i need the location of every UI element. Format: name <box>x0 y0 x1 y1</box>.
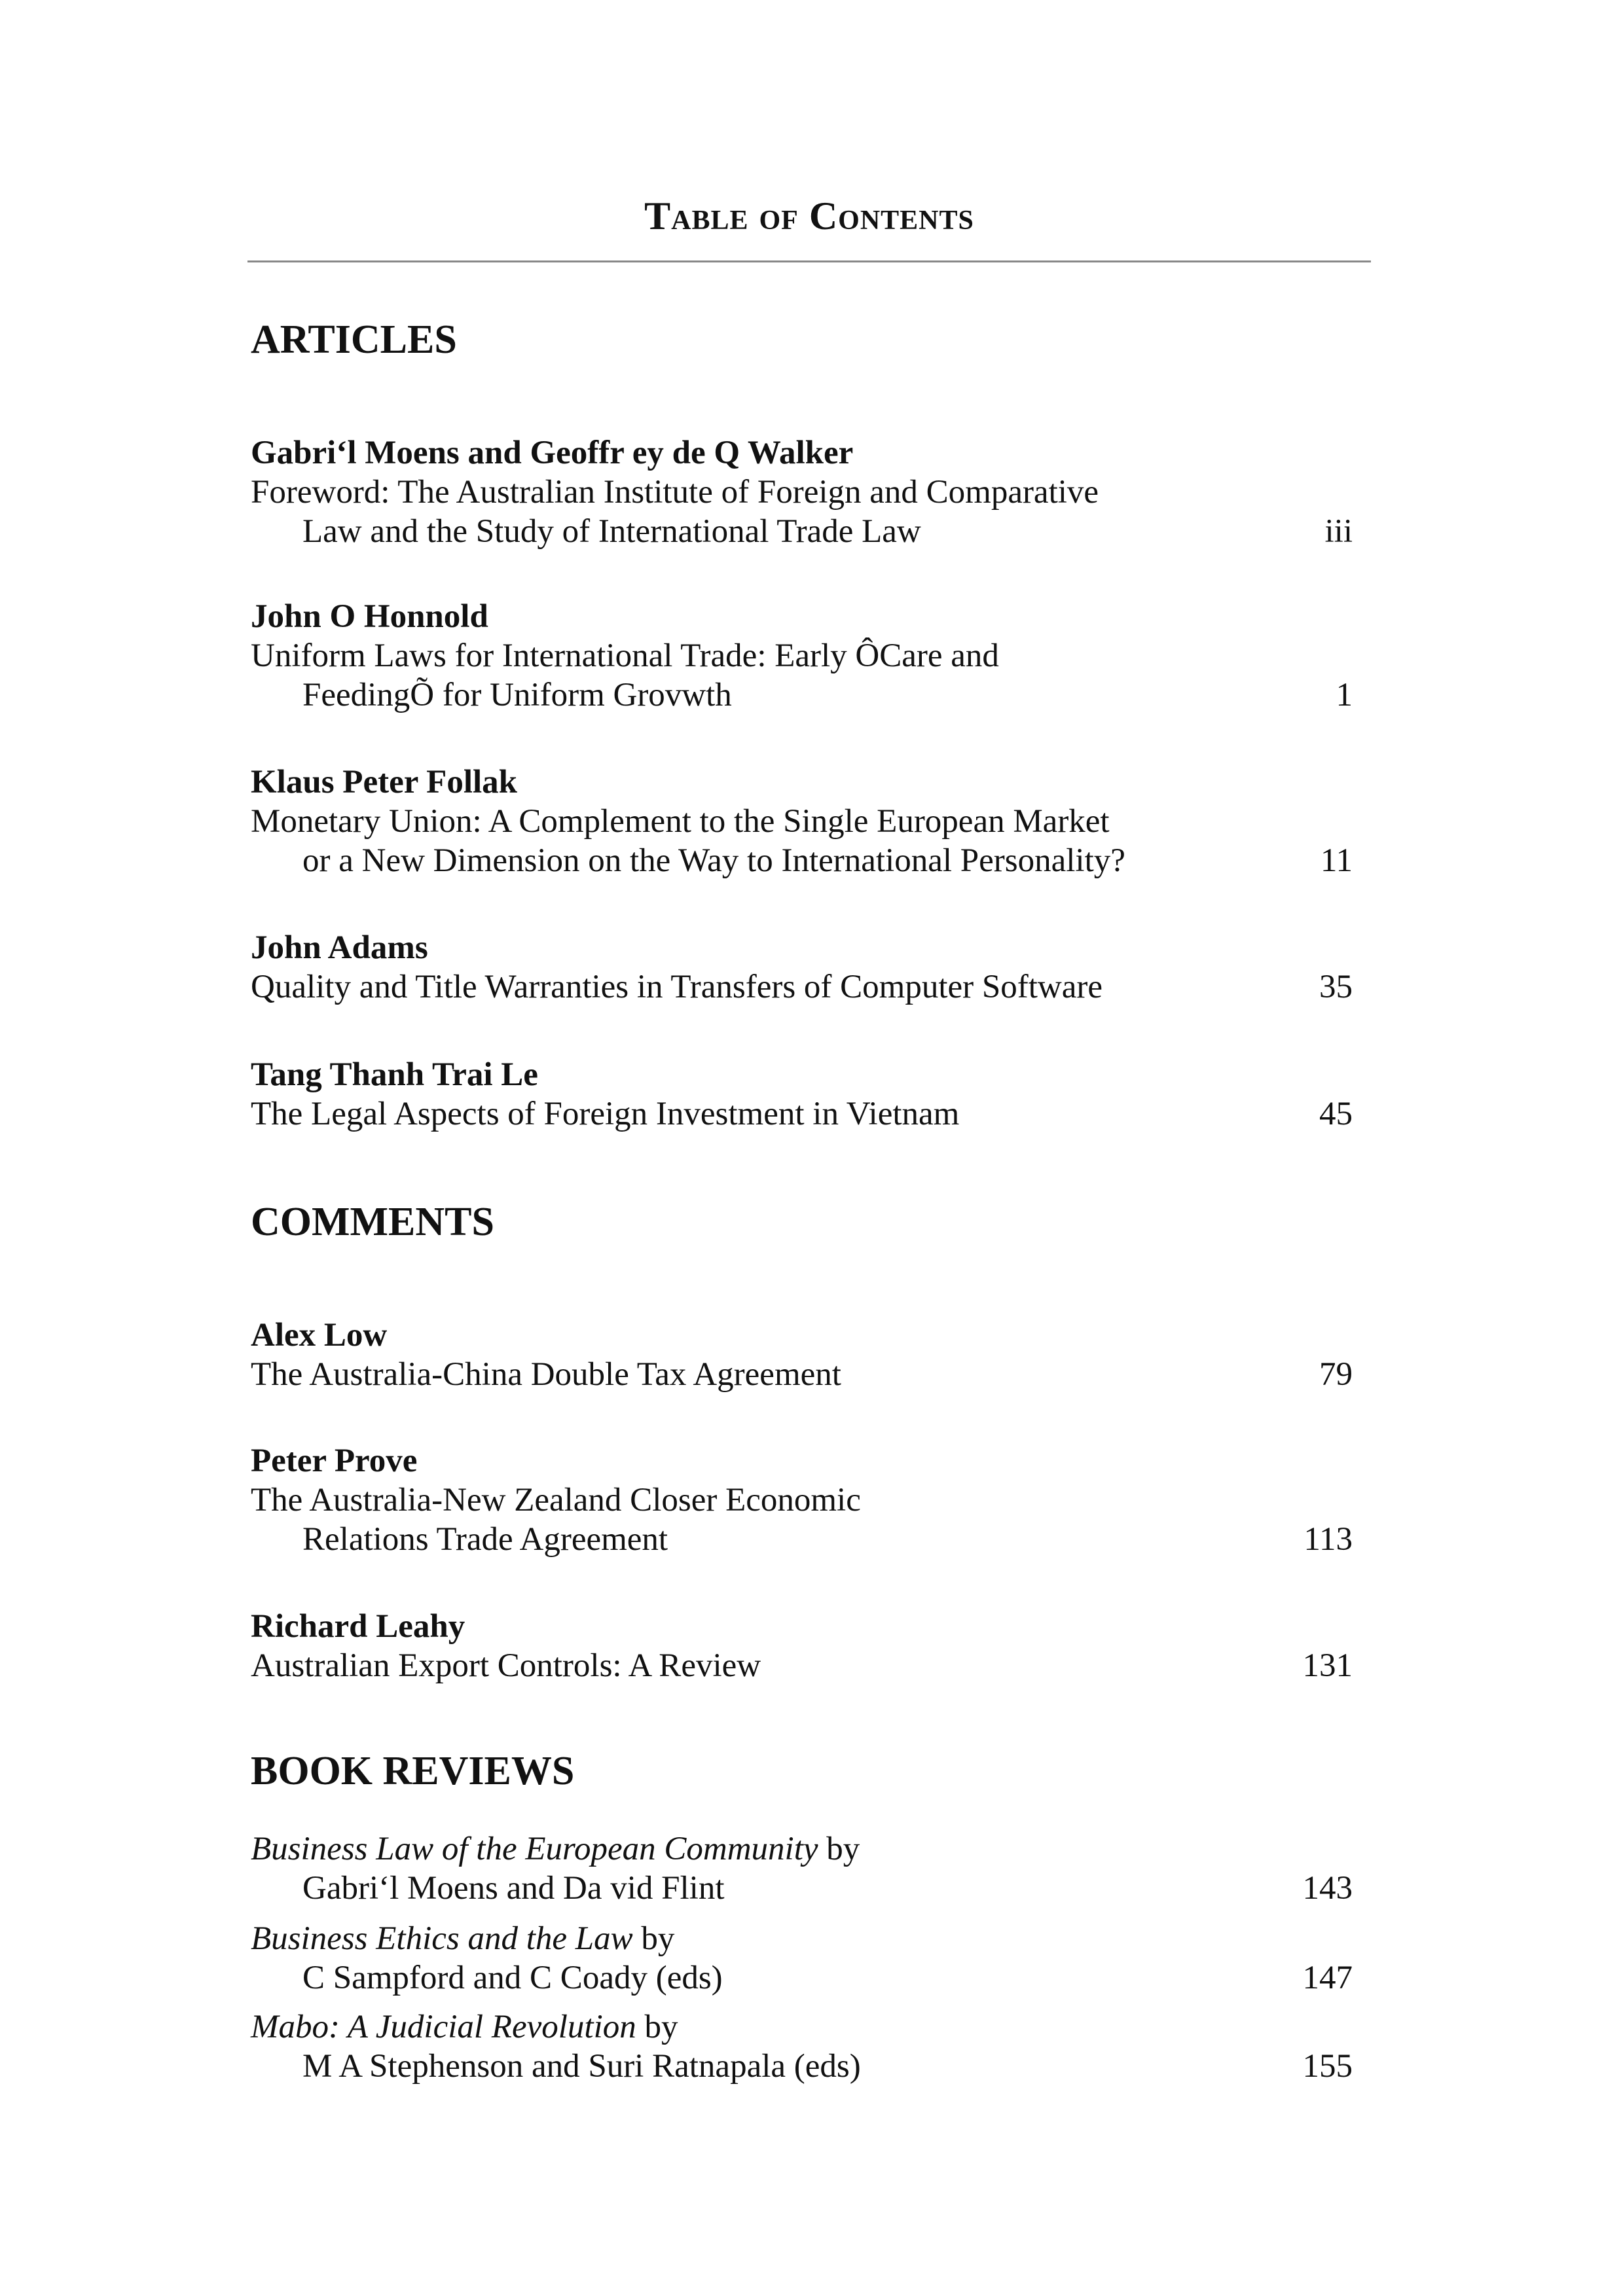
article-title-line: Quality and Title Warranties in Transfers of Computer Software <box>251 969 1103 1005</box>
article-title-line: Uniform Laws for International Trade: Early ÔCare and <box>251 637 999 674</box>
book-review-title-line <box>251 1919 674 1958</box>
comment-author: Richard Leahy <box>251 1608 465 1645</box>
book-review-title-line <box>251 2007 678 2047</box>
book-review-authors: Gabri‘l Moens and Da vid Flint <box>302 1870 725 1907</box>
section-heading-comments: COMMENTS <box>251 1200 494 1244</box>
comment-author: Peter Prove <box>251 1443 418 1479</box>
by-word: by <box>632 1920 675 1957</box>
page-number: 1 <box>1336 677 1353 713</box>
article-title-line: or a New Dimension on the Way to International Personality? <box>302 842 1125 879</box>
comment-title-line: The Australia-China Double Tax Agreement <box>251 1356 841 1393</box>
by-word: by <box>818 1831 860 1867</box>
page-number: 11 <box>1320 842 1353 879</box>
book-review-authors: C Sampford and C Coady (eds) <box>302 1960 723 1996</box>
article-author: Tang Thanh Trai Le <box>251 1056 538 1093</box>
article-author: Gabri‘l Moens and Geoffr ey de Q Walker <box>251 435 854 471</box>
page-number: 147 <box>1302 1960 1353 1996</box>
article-title-line: Law and the Study of International Trade Law <box>302 513 921 550</box>
page-number: 155 <box>1302 2048 1353 2085</box>
page-number: 131 <box>1302 1647 1353 1684</box>
page-number: 79 <box>1319 1356 1353 1393</box>
article-author: Klaus Peter Follak <box>251 764 518 800</box>
comment-title-line: Relations Trade Agreement <box>302 1521 668 1558</box>
book-review-authors: M A Stephenson and Suri Ratnapala (eds) <box>302 2048 861 2085</box>
article-title-line: Monetary Union: A Complement to the Single European Market <box>251 803 1110 840</box>
book-title: Business Ethics and the Law <box>251 1920 633 1957</box>
comment-title-line: Australian Export Controls: A Review <box>251 1647 761 1684</box>
page-number: 113 <box>1304 1521 1353 1558</box>
comment-title-line: The Australia-New Zealand Closer Economic <box>251 1482 861 1518</box>
article-author: John O Honnold <box>251 598 488 635</box>
page-number: 35 <box>1319 969 1353 1005</box>
page-number: iii <box>1324 513 1353 550</box>
title-rule <box>247 260 1371 262</box>
section-heading-book-reviews: BOOK REVIEWS <box>251 1749 575 1793</box>
page-number: 45 <box>1319 1096 1353 1132</box>
article-author: John Adams <box>251 929 428 966</box>
by-word: by <box>636 2009 678 2045</box>
page-number: 143 <box>1302 1870 1353 1907</box>
book-review-title-line <box>251 1829 860 1869</box>
book-title: Mabo: A Judicial Revolution <box>251 2009 636 2045</box>
article-title-line: FeedingÕ for Uniform Grovwth <box>302 677 732 713</box>
comment-author: Alex Low <box>251 1317 388 1354</box>
book-title: Business Law of the European Community <box>251 1831 818 1867</box>
section-heading-articles: ARTICLES <box>251 317 457 362</box>
page-title: Table of Contents <box>644 194 974 238</box>
article-title-line: The Legal Aspects of Foreign Investment in Vietnam <box>251 1096 960 1132</box>
article-title-line: Foreword: The Australian Institute of Foreign and Comparative <box>251 474 1099 511</box>
